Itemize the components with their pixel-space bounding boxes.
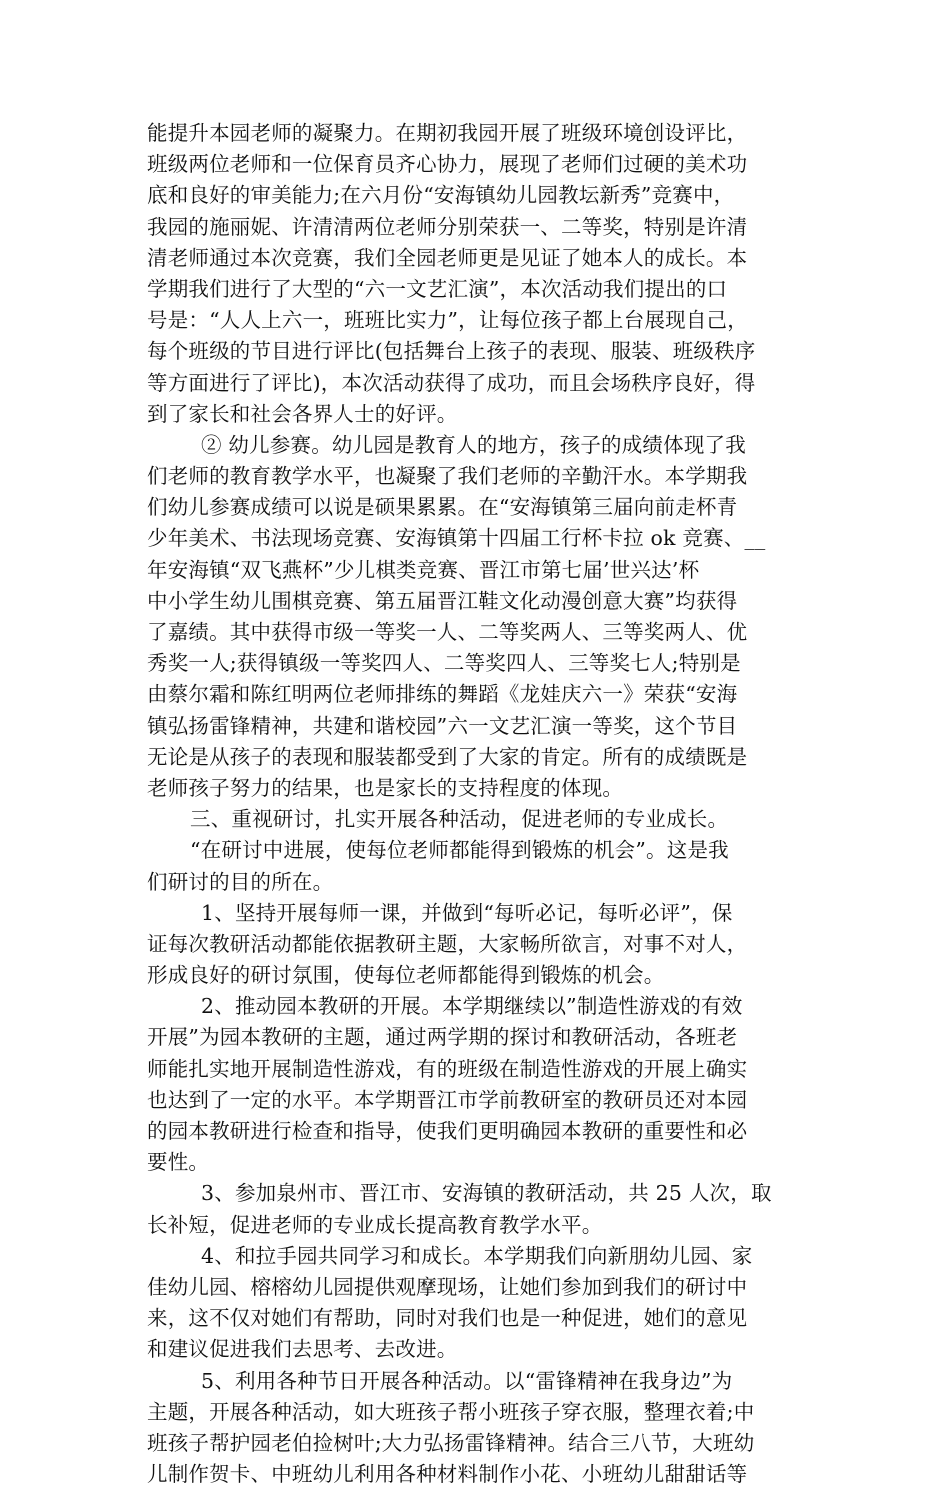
text-line: 儿制作贺卡、中班幼儿利用各种材料制作小花、小班幼儿甜甜话等 — [147, 1462, 748, 1487]
text-line: 们研讨的目的所在。 — [147, 869, 334, 894]
text-line: 中小学生幼儿围棋竞赛、第五届晋江鞋文化动漫创意大赛”均获得 — [147, 588, 738, 613]
text-line: 要性。 — [147, 1150, 210, 1175]
text-line: 3、参加泉州市、晋江市、安海镇的教研活动，共 25 人次，取 — [201, 1181, 772, 1206]
text-line: 形成良好的研讨氛围，使每位老师都能得到锻炼的机会。 — [147, 963, 665, 988]
text-line: 班孩子帮护园老伯捡树叶;大力弘扬雷锋精神。结合三八节，大班幼 — [147, 1430, 755, 1455]
text-line: 5、利用各种节日开展各种活动。以“雷锋精神在我身边”为 — [201, 1368, 733, 1393]
text-line: 佳幼儿园、榕榕幼儿园提供观摩现场，让她们参加到我们的研讨中 — [147, 1274, 748, 1299]
text-line: 们老师的教育教学水平，也凝聚了我们老师的辛勤汗水。本学期我 — [147, 464, 748, 489]
text-line: 开展”为园本教研的主题，通过两学期的探讨和教研活动，各班老 — [147, 1025, 738, 1050]
text-line: 了嘉绩。其中获得市级一等奖一人、二等奖两人、三等奖两人、优 — [147, 620, 748, 644]
text-line: 主题，开展各种活动，如大班孩子帮小班孩子穿衣服，整理衣着;中 — [147, 1399, 755, 1424]
text-line: 能提升本园老师的凝聚力。在期初我园开展了班级环境创设评比， — [147, 121, 748, 145]
text-line: 来，这不仅对她们有帮助，同时对我们也是一种促进，她们的意见 — [147, 1306, 748, 1331]
text-line: 1、坚持开展每师一课，并做到“每听必记，每听必评”，保 — [201, 900, 733, 925]
text-line: 号是：“人人上六一，班班比实力”，让每位孩子都上台展现自己， — [147, 308, 748, 333]
text-line: 等方面进行了评比)，本次活动获得了成功，而且会场秩序良好，得 — [147, 370, 756, 395]
document-body — [147, 118, 803, 1490]
text-line: 三、重视研讨，扎实开展各种活动，促进老师的专业成长。 — [190, 807, 729, 832]
text-line: 的园本教研进行检查和指导，使我们更明确园本教研的重要性和必 — [147, 1119, 748, 1143]
text-line: 少年美术、书法现场竞赛、安海镇第十四届工行杯卡拉 ok 竞赛、__ — [147, 526, 766, 551]
text-line: 长补短，促进老师的专业成长提高教育教学水平。 — [147, 1212, 603, 1237]
text-line: 4、和拉手园共同学习和成长。本学期我们向新朋幼儿园、家 — [201, 1243, 753, 1268]
text-line: 老师孩子努力的结果，也是家长的支持程度的体现。 — [147, 775, 624, 800]
text-line: 镇弘扬雷锋精神，共建和谐校园”六一文艺汇演一等奖，这个节目 — [147, 713, 738, 738]
text-line: 也达到了一定的水平。本学期晋江市学前教研室的教研员还对本园 — [147, 1087, 748, 1112]
text-line: 秀奖一人;获得镇级一等奖四人、二等奖四人、三等奖七人;特别是 — [147, 651, 741, 676]
text-line: 每个班级的节目进行评比(包括舞台上孩子的表现、服装、班级秩序 — [147, 339, 756, 364]
text-line: 底和良好的审美能力;在六月份“安海镇幼儿园教坛新秀”竞赛中， — [147, 183, 735, 208]
text-line: 年安海镇“双飞燕杯”少儿棋类竞赛、晋江市第七届’世兴达’杯 — [147, 557, 700, 582]
text-line: ② 幼儿参赛。幼儿园是教育人的地方，孩子的成绩体现了我 — [201, 432, 746, 457]
text-line: 无论是从孩子的表现和服装都受到了大家的肯定。所有的成绩既是 — [147, 744, 748, 769]
text-line: 我园的施丽妮、许清清两位老师分别荣获一、二等奖，特别是许清 — [147, 214, 748, 239]
text-line: 由蔡尔霜和陈红明两位老师排练的舞蹈《龙娃庆六一》荣获“安海 — [147, 682, 738, 707]
text-line: 清老师通过本次竞赛，我们全园老师更是见证了她本人的成长。本 — [147, 245, 748, 270]
text-line: 班级两位老师和一位保育员齐心协力，展现了老师们过硬的美术功 — [147, 152, 748, 177]
text-line: 证每次教研活动都能依据教研主题，大家畅所欲言，对事不对人， — [147, 931, 748, 956]
text-line: 2、推动园本教研的开展。本学期继续以”制造性游戏的有效 — [201, 994, 743, 1019]
text-line: 学期我们进行了大型的“六一文艺汇演”，本次活动我们提出的口 — [147, 276, 728, 301]
text-line: 们幼儿参赛成绩可以说是硕果累累。在“安海镇第三届向前走杯青 — [147, 495, 738, 520]
text-line: 和建议促进我们去思考、去改进。 — [147, 1337, 458, 1362]
text-line: “在研讨中进展，使每位老师都能得到锻炼的机会”。这是我 — [190, 838, 729, 863]
text-line: 师能扎实地开展制造性游戏，有的班级在制造性游戏的开展上确实 — [147, 1056, 748, 1081]
text-line: 到了家长和社会各界人士的好评。 — [147, 401, 458, 426]
